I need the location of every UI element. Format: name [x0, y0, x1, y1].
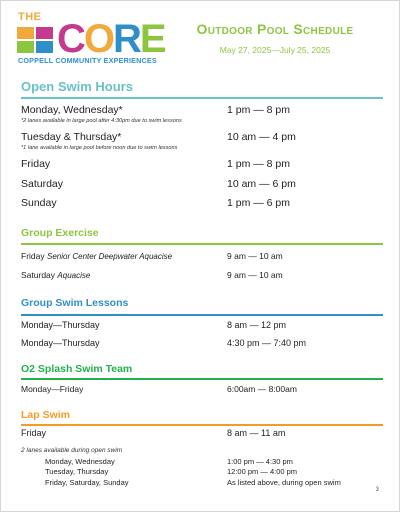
row-day-class — [21, 251, 172, 261]
logo-tile-swim-icon — [36, 27, 53, 39]
section-divider-open-swim — [21, 97, 383, 99]
section-title-open-swim: Open Swim Hours — [21, 79, 133, 94]
section-divider-group-exercise — [21, 243, 383, 245]
row-time: 1 pm — 8 pm — [227, 104, 291, 116]
logo-letter-o: O — [83, 17, 114, 61]
lap-sub-day: Monday, Wednesday — [45, 457, 115, 466]
row-class: Senior Center Deepwater Aquacise — [47, 252, 173, 261]
section-title-group-exercise: Group Exercise — [21, 227, 99, 239]
section-title-swim-team: O2 Splash Swim Team — [21, 363, 133, 375]
schedule-dates: May 27, 2025—July 25, 2025 — [219, 45, 331, 55]
row-time: 1 pm — 6 pm — [227, 197, 291, 209]
row-time: 4:30 pm — 7:40 pm — [227, 338, 307, 348]
row-time: 9 am — 10 am — [227, 270, 283, 280]
row-day: Monday, Wednesday* — [21, 104, 123, 116]
page-title: Outdoor Pool Schedule — [196, 21, 354, 37]
row-day-class — [21, 270, 90, 280]
section-divider-group-swim-lessons — [21, 314, 383, 316]
section-title-lap-swim: Lap Swim — [21, 409, 71, 421]
logo-core-word — [57, 19, 165, 59]
core-logo — [15, 11, 165, 63]
logo-tile-ball-icon — [17, 27, 34, 39]
row-time: 1 pm — 8 pm — [227, 158, 291, 170]
row-time: 6:00am — 8:00am — [227, 384, 297, 394]
logo-letter-c: C — [57, 17, 84, 61]
logo-activity-tiles — [17, 27, 55, 53]
page-number: 3 — [375, 487, 379, 493]
row-day: Friday — [21, 158, 51, 170]
row-day: Saturday — [21, 270, 56, 280]
lap-sub-day: Friday, Saturday, Sunday — [45, 478, 129, 487]
lap-sub-day: Tuesday, Thursday — [45, 467, 109, 476]
row-time: 8 am — 11 am — [227, 428, 286, 438]
row-class: Aquacise — [57, 271, 91, 280]
row-day: Tuesday & Thursday* — [21, 131, 122, 143]
lap-sub-time: As listed above, during open swim — [227, 478, 341, 487]
logo-tile-run-icon — [36, 41, 53, 53]
logo-subtitle: COPPELL COMMUNITY EXPERIENCES — [18, 56, 157, 65]
lap-sub-time: 1:00 pm — 4:30 pm — [227, 457, 293, 466]
row-time: 9 am — 10 am — [227, 251, 283, 261]
lap-sub-time: 12:00 pm — 4:00 pm — [227, 467, 298, 476]
row-day: Monday—Thursday — [21, 320, 100, 330]
section-divider-swim-team — [21, 378, 383, 380]
row-day: Monday—Thursday — [21, 338, 100, 348]
row-note: *2 lanes available in large pool after 4:30pm due to swim lessons — [21, 118, 182, 124]
lap-swim-note: 2 lanes available during open swim — [21, 447, 123, 454]
row-day: Friday — [21, 251, 45, 261]
row-day: Sunday — [21, 197, 57, 209]
row-time: 10 am — 4 pm — [227, 131, 296, 143]
logo-letter-e: E — [139, 17, 165, 61]
logo-tile-weights-icon — [17, 41, 34, 53]
logo-the-text: THE — [18, 11, 42, 23]
row-note: *1 lane available in large pool before noon due to swim lessons — [21, 145, 178, 151]
row-day: Monday—Friday — [21, 384, 84, 394]
section-divider-lap-swim — [21, 424, 383, 426]
section-title-group-swim-lessons: Group Swim Lessons — [21, 297, 129, 309]
row-time: 8 am — 12 pm — [227, 320, 287, 330]
row-day: Saturday — [21, 178, 64, 190]
row-day: Friday — [21, 428, 47, 438]
logo-letter-r: R — [113, 17, 140, 61]
row-time: 10 am — 6 pm — [227, 178, 296, 190]
